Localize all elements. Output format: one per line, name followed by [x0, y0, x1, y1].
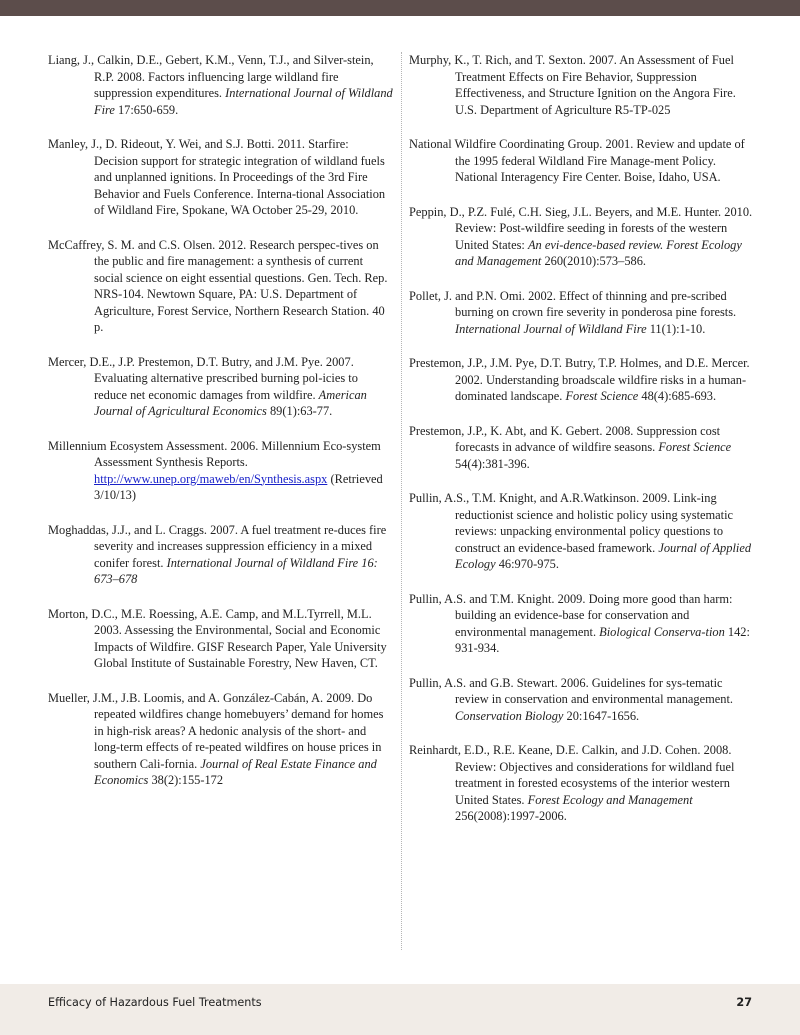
reference-text: 11(1):1-10. [646, 321, 706, 336]
reference-text: Moghaddas, J.J., and L. Craggs. 2007. A fuel treatment re-duces fire severity and increases suppression efficiency in a mixed conifer forest. [48, 522, 387, 570]
reference-journal: Conservation Biology [455, 708, 564, 723]
reference-journal: Journal of Real Estate Finance and Economics [94, 756, 377, 787]
reference-entry [48, 438, 393, 504]
reference-text: Pullin, A.S. and G.B. Stewart. 2006. Guidelines for sys-tematic review in conservation and environmental management. [409, 675, 734, 706]
reference-text: Reinhardt, E.D., R.E. Keane, D.E. Calkin, and J.D. Cohen. 2008. Review: Objectives and considerations for wildland fuel treatment in forested ecosystems of the interior western United States. [409, 743, 735, 807]
reference-journal: American Journal of Agricultural Economics [94, 387, 367, 418]
reference-journal: Forest Science [658, 440, 732, 454]
reference-text: 38(2):155-172 [148, 773, 224, 787]
reference-entry [48, 522, 393, 588]
reference-journal: Journal of Applied Ecology [455, 540, 752, 571]
footer-title: Efficacy of Hazardous Fuel Treatments [48, 996, 262, 1009]
reference-text: Prestemon, J.P., K. Abt, and K. Gebert. 2008. Suppression cost forecasts in advance of wildfire seasons. [409, 423, 721, 454]
reference-journal: International Journal of Wildland Fire [94, 86, 393, 117]
reference-entry [409, 204, 754, 270]
reference-entry [48, 136, 393, 219]
reference-journal: Forest Ecology and Management [527, 792, 693, 807]
reference-text: Mercer, D.E., J.P. Prestemon, D.T. Butry, and J.M. Pye. 2007. Evaluating alternative prescribed burning pol-icies to reduce net economic damages from wildfire. [48, 354, 358, 402]
reference-text: 46:970-975. [495, 557, 559, 571]
reference-entry [409, 52, 754, 118]
reference-text: (Retrieved 3/10/13) [94, 471, 383, 502]
reference-text: McCaffrey, S. M. and C.S. Olsen. 2012. Research perspec-tives on the public and fire management: a synthesis of current social science on eight essential questions. Gen. Tech. Rep. NRS-104. Newtown Square, PA: U.S. Department of Agriculture, Forest Service, Northern Research Station. 40 p. [48, 237, 388, 334]
reference-text: 256(2008):1997-2006. [455, 809, 567, 823]
reference-text: Morton, D.C., M.E. Roessing, A.E. Camp, and M.L.Tyrrell, M.L. 2003. Assessing the Environmental, Social and Economic Impacts of Wildfire. GISF Research Paper, Yale University Global Institute of Sustainable Forestry, New Haven, CT. [48, 606, 387, 670]
reference-entry [409, 423, 754, 473]
reference-entry [48, 606, 393, 672]
top-color-bar [0, 0, 800, 16]
reference-text: Mueller, J.M., J.B. Loomis, and A. González-Cabán, A. 2009. Do repeated wildfires change homebuyers’ demand for homes in high-risk areas? A hedonic analysis of the short- and long-term effects of re-peated wildfires on house prices in southern Cali-fornia. [48, 690, 384, 771]
reference-text: Pullin, A.S., T.M. Knight, and A.R.Watkinson. 2009. Link-ing reductionist science and holistic policy using systematic reviews: unpacking environmental policy questions to construct an evidence-based framework. [409, 491, 734, 555]
reference-entry [409, 742, 754, 825]
reference-entry [409, 288, 754, 338]
reference-text: Pollet, J. and P.N. Omi. 2002. Effect of thinning and pre-scribed burning on crown fire severity in ponderosa pine forests. [409, 288, 737, 319]
reference-text: Pullin, A.S. and T.M. Knight. 2009. Doing more good than harm: building an evidence-base for conservation and environmental management. [409, 591, 733, 639]
reference-text: Murphy, K., T. Rich, and T. Sexton. 2007. An Assessment of Fuel Treatment Effects on Fire Behavior, Suppression Effectiveness, and Structure Ignition on the Angora Fire. U.S. Department of Agriculture R5-TP-025 [409, 53, 736, 117]
reference-text: Manley, J., D. Rideout, Y. Wei, and S.J. Botti. 2011. Starfire: Decision support for strategic integration of wildland fuels and unplanned ignitions. In Proceedings of the 3rd Fire Behavior and Fuels Conference. Interna-tional Association of Wildland Fire, Spokane, WA October 25-29, 2010. [48, 137, 386, 217]
reference-text: 48(4):685-693. [638, 389, 717, 403]
reference-journal: International Journal of Wildland Fire 16: 673–678 [94, 555, 378, 586]
reference-text: Prestemon, J.P., J.M. Pye, D.T. Butry, T.P. Holmes, and D.E. Mercer. 2002. Understanding broadscale wildfire risks in a human-dominated landscape. [409, 356, 750, 403]
reference-text: 142: 931-934. [455, 624, 750, 655]
reference-entry [409, 591, 754, 657]
column-divider [401, 52, 402, 950]
reference-journal: Forest Science [565, 389, 639, 403]
reference-journal: International Journal of Wildland Fire [455, 321, 647, 336]
reference-text: 20:1647-1656. [563, 708, 640, 723]
reference-text: 260(2010):573–586. [541, 254, 646, 268]
reference-link[interactable]: http://www.unep.org/maweb/en/Synthesis.aspx [94, 471, 328, 486]
references-left-column [48, 52, 393, 807]
reference-entry [48, 690, 393, 789]
reference-text: Liang, J., Calkin, D.E., Gebert, K.M., Venn, T.J., and Silver-stein, R.P. 2008. Factors influencing large wildland fire suppression expenditures. [48, 53, 374, 100]
reference-entry [409, 675, 754, 725]
reference-entry [48, 354, 393, 420]
reference-text: Millennium Ecosystem Assessment. 2006. Millennium Eco-system Assessment Synthesis Reports. [48, 438, 381, 469]
reference-entry [409, 490, 754, 573]
reference-text: National Wildfire Coordinating Group. 2001. Review and update of the 1995 federal Wildland Fire Manage-ment Policy. National Interagency Fire Center. Boise, Idaho, USA. [409, 137, 745, 184]
reference-entry [409, 355, 754, 405]
references-right-column [409, 52, 754, 843]
reference-journal: An evi-dence-based review. Forest Ecology and Management [455, 237, 742, 268]
reference-text: Peppin, D., P.Z. Fulé, C.H. Sieg, J.L. Beyers, and M.E. Hunter. 2010. Review: Post-wildfire seeding in forests of the western United States: [409, 204, 753, 252]
reference-entry [409, 136, 754, 186]
page-number: 27 [736, 996, 752, 1009]
reference-text: 89(1):63-77. [266, 404, 333, 418]
reference-journal: Biological Conserva-tion [599, 624, 725, 639]
reference-entry [48, 237, 393, 336]
reference-text: 17:650-659. [114, 102, 179, 117]
reference-text: 54(4):381-396. [455, 456, 530, 471]
reference-entry [48, 52, 393, 118]
page-footer [0, 984, 800, 1035]
